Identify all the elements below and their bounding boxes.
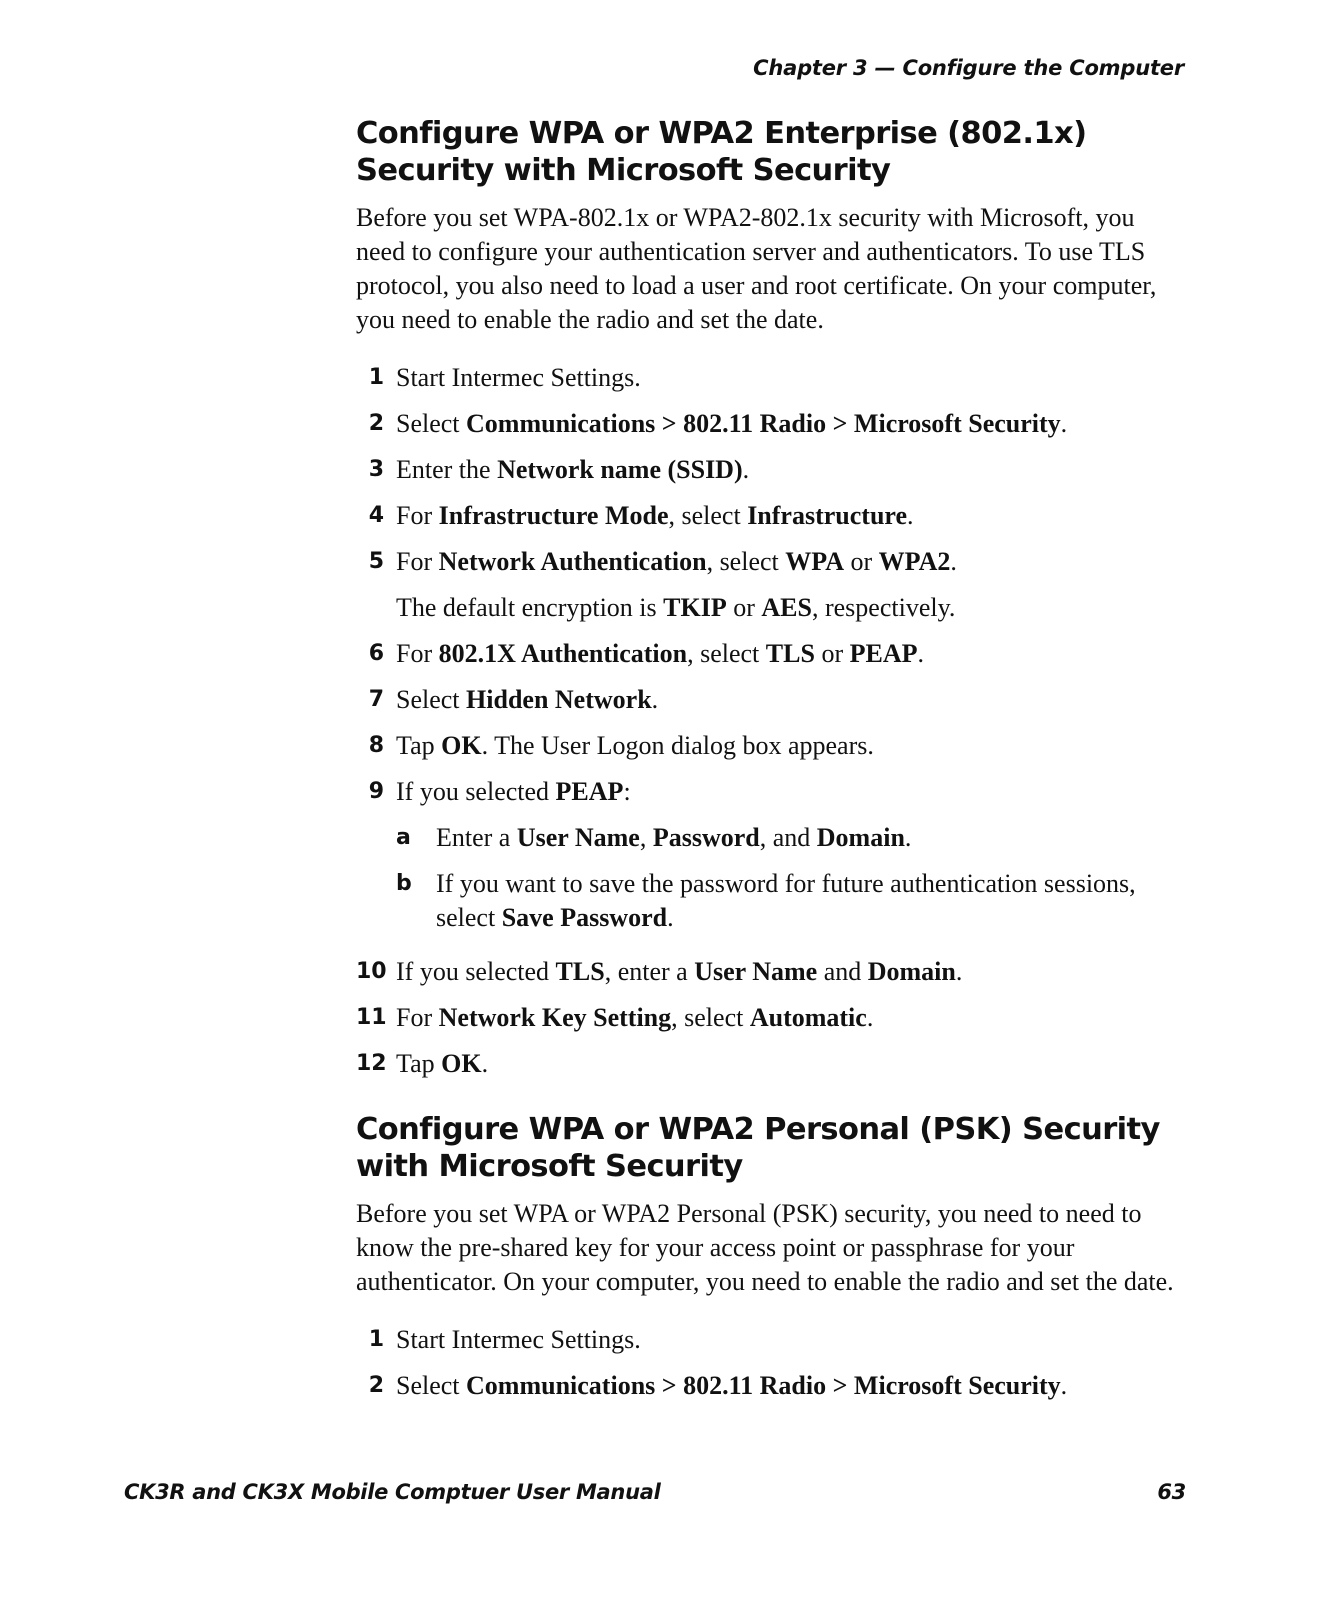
ui-term: User Name (694, 957, 818, 986)
step-text: . (481, 1049, 489, 1078)
step-text: For (396, 1003, 439, 1032)
ui-term: Network name (SSID) (497, 455, 743, 484)
step-number: 7 (368, 687, 384, 712)
step-item (356, 1323, 1186, 1357)
step-text: , (639, 823, 653, 852)
step-text: . The User Logon dialog box appears. (481, 731, 874, 760)
step-text: . (651, 685, 659, 714)
ui-term: 802.1X Authentication (438, 639, 688, 668)
step-number: 4 (368, 503, 384, 528)
page-number: 63 (1157, 1480, 1186, 1504)
step-number: 8 (368, 733, 384, 758)
step-text: Select (396, 1371, 467, 1400)
step-text: For (396, 547, 439, 576)
note-text: The default encryption is (396, 593, 664, 622)
sub-step-item (396, 867, 1186, 935)
ui-term: Hidden Network (466, 685, 652, 714)
ui-term: TKIP (663, 593, 727, 622)
step-text: . (950, 547, 957, 576)
sub-step-letter: b (396, 871, 412, 896)
ui-term: WPA2 (878, 547, 951, 576)
step-text: , and (759, 823, 817, 852)
step-item (356, 1001, 1186, 1035)
sub-step-list (396, 821, 1186, 935)
step-number: 10 (356, 959, 387, 984)
step-text: , select (706, 547, 786, 576)
ui-term: Domain (867, 957, 956, 986)
ui-term: Domain (816, 823, 905, 852)
step-item (356, 775, 1186, 935)
step-text: . (742, 455, 750, 484)
step-text: . (1060, 1371, 1068, 1400)
ui-term: TLS (555, 957, 605, 986)
step-number: 6 (368, 641, 384, 666)
step-item (356, 637, 1186, 671)
ui-term: OK (441, 731, 482, 760)
page-content (356, 115, 1186, 1415)
step-text: , select (671, 1003, 750, 1032)
step-text: Select (396, 409, 467, 438)
ui-term: OK (441, 1049, 482, 1078)
step-text: For (396, 501, 439, 530)
step-text: . (866, 1003, 874, 1032)
step-item (356, 545, 1186, 625)
step-text: Start Intermec Settings. (396, 363, 641, 392)
ui-term: Save Password (501, 903, 668, 932)
step-text: . (917, 639, 924, 668)
step-text: or (814, 639, 850, 668)
step-item (356, 499, 1186, 533)
step-text: If you want to save the password for future authentication sessions, select (436, 869, 1136, 932)
step-text: , enter a (604, 957, 695, 986)
step-number: 1 (368, 365, 384, 390)
step-item (356, 729, 1186, 763)
ui-term: Network Authentication (438, 547, 707, 576)
ui-term: Password (652, 823, 760, 852)
ui-term: Network Key Setting (438, 1003, 672, 1032)
ui-term: PEAP (849, 639, 918, 668)
step-item (356, 361, 1186, 395)
section-wpa-enterprise (356, 115, 1186, 1081)
step-item (356, 1047, 1186, 1081)
step-item (356, 683, 1186, 717)
ui-term: PEAP (555, 777, 624, 806)
ui-term: AES (761, 593, 812, 622)
section-title: Configure WPA or WPA2 Enterprise (802.1x) Security with Microsoft Security (356, 116, 1087, 188)
step-number: 9 (368, 779, 384, 804)
step-number: 2 (368, 1373, 384, 1398)
step-text: . (907, 501, 914, 530)
intro-paragraph: Before you set WPA-802.1x or WPA2-802.1x security with Microsoft, you need to configure your authentication server and authenticators. To use TLS protocol, you also need to load a user and root certificate. On your computer, you need to enable the radio and set the date. (356, 203, 1157, 334)
step-text: Select (396, 685, 467, 714)
step-text: Enter the (396, 455, 498, 484)
sub-step-item (396, 821, 1186, 855)
section-wpa-personal (356, 1111, 1186, 1403)
step-item (356, 955, 1186, 989)
step-text: For (396, 639, 439, 668)
step-text: or (843, 547, 879, 576)
step-text: . (955, 957, 963, 986)
step-text: . (667, 903, 674, 932)
step-text: . (904, 823, 912, 852)
step-text: . (1060, 409, 1068, 438)
step-number: 5 (368, 549, 384, 574)
ui-term: TLS (765, 639, 815, 668)
step-text: If you selected (396, 777, 556, 806)
sub-step-letter: a (396, 825, 411, 850)
note-text: , respectively. (811, 593, 956, 622)
step-text: Enter a (436, 823, 517, 852)
step-text: Tap (396, 1049, 442, 1078)
step-text: If you selected (396, 957, 556, 986)
step-text: Tap (396, 731, 442, 760)
section-title: Configure WPA or WPA2 Personal (PSK) Security with Microsoft Security (356, 1112, 1160, 1184)
ui-term: WPA (785, 547, 844, 576)
note-text: or (726, 593, 762, 622)
ui-term: Infrastructure Mode (438, 501, 669, 530)
ui-term: Automatic (749, 1003, 867, 1032)
step-list (356, 1323, 1186, 1403)
step-number: 12 (356, 1051, 387, 1076)
step-number: 3 (368, 457, 384, 482)
step-number: 1 (368, 1327, 384, 1352)
ui-term: Infrastructure (747, 501, 908, 530)
step-text: and (817, 957, 868, 986)
manual-title: CK3R and CK3X Mobile Comptuer User Manual (124, 1480, 661, 1504)
step-text: , select (668, 501, 748, 530)
step-text: , select (687, 639, 766, 668)
step-number: 11 (356, 1005, 387, 1030)
step-item (356, 453, 1186, 487)
step-note (396, 591, 1186, 625)
step-item (356, 1369, 1186, 1403)
intro-paragraph: Before you set WPA or WPA2 Personal (PSK) security, you need to need to know the pre-shared key for your access point or passphrase for your authenticator. On your computer, you need to enable the radio and set the date. (356, 1199, 1174, 1296)
step-item (356, 407, 1186, 441)
ui-path: Communications > 802.11 Radio > Microsoft Security (466, 409, 1061, 438)
page-footer (124, 1480, 1186, 1504)
step-text: : (623, 777, 631, 806)
ui-term: User Name (516, 823, 640, 852)
ui-path: Communications > 802.11 Radio > Microsoft Security (466, 1371, 1061, 1400)
step-number: 2 (368, 411, 384, 436)
running-header: Chapter 3 — Configure the Computer (753, 56, 1184, 80)
step-list (356, 361, 1186, 1081)
step-text: Start Intermec Settings. (396, 1325, 641, 1354)
